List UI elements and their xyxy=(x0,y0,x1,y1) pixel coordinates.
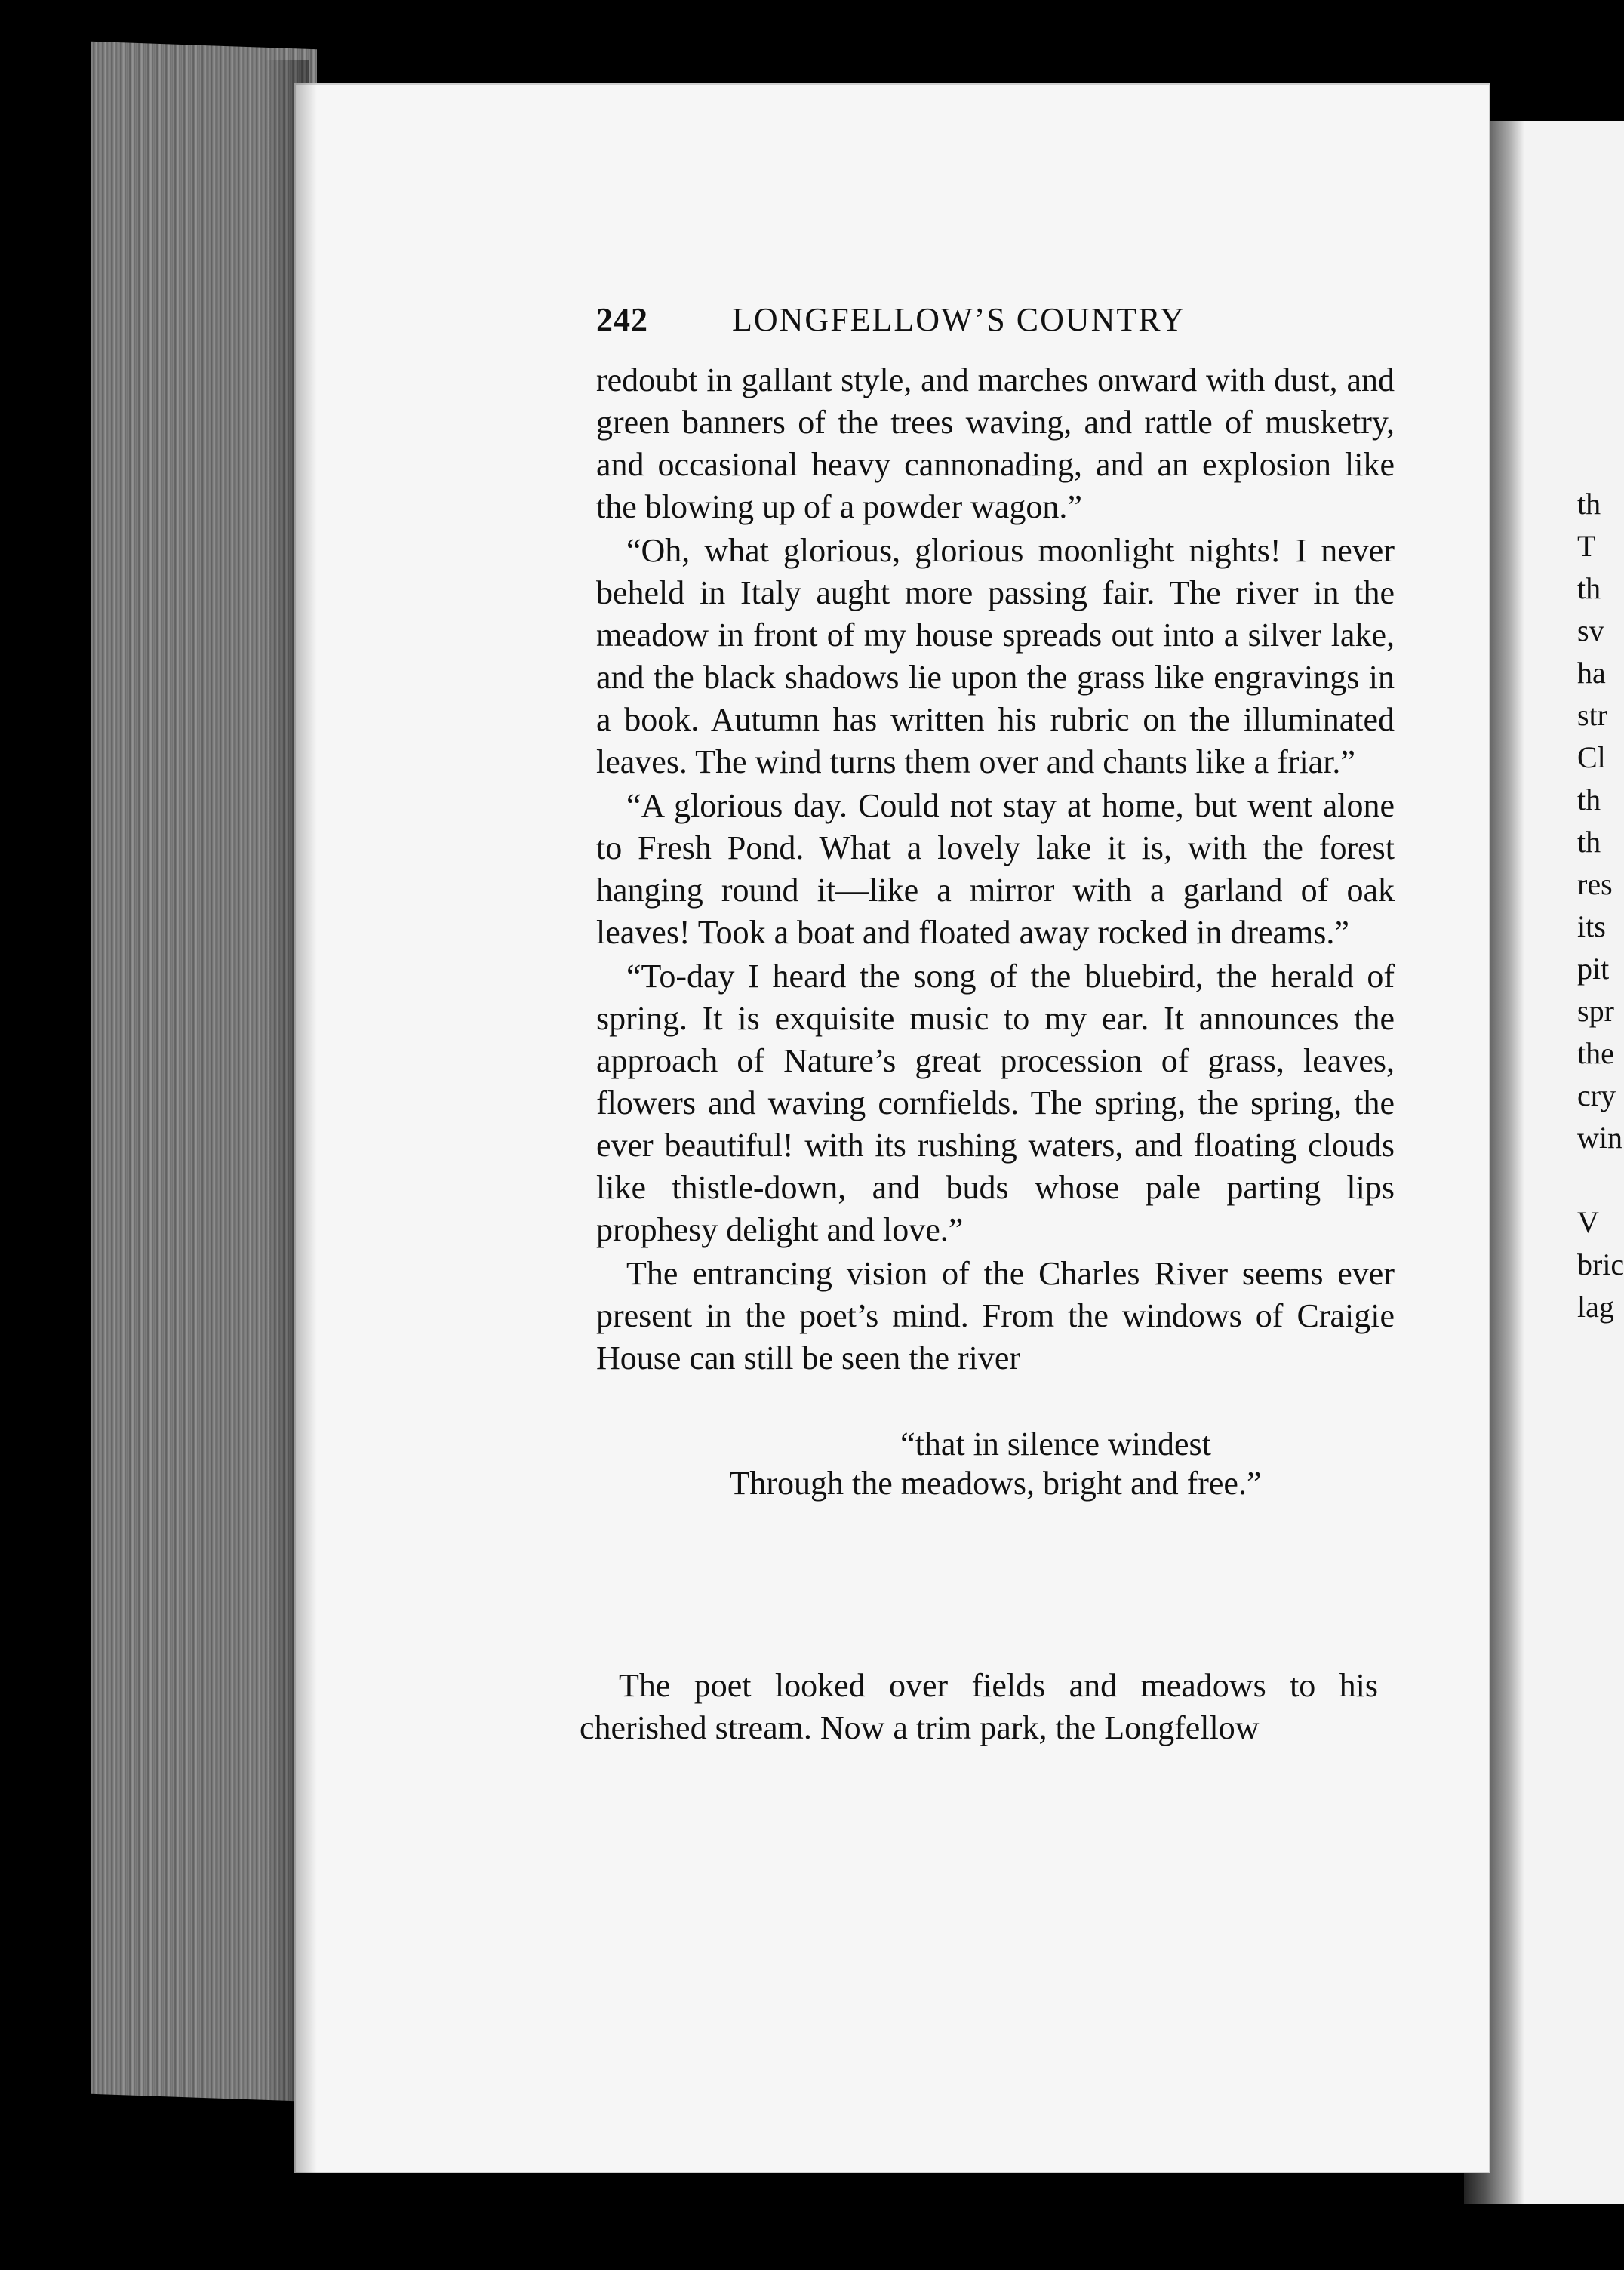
paragraph: The entrancing vision of the Charles River seems ever present in the poet’s mind. From the windows of Craigie House can still be seen the river xyxy=(596,1255,1395,1376)
facing-fragment: th xyxy=(1577,825,1601,859)
facing-fragment: th xyxy=(1577,487,1601,521)
facing-fragment: the xyxy=(1577,1036,1614,1070)
facing-fragment: its xyxy=(1577,909,1606,943)
verse-quotation xyxy=(596,1425,1395,1503)
facing-fragment: win xyxy=(1577,1121,1622,1155)
body-text xyxy=(596,359,1395,1543)
facing-fragment: cry xyxy=(1577,1078,1616,1112)
paragraph: “Oh, what glorious, glorious moonlight nights! I never beheld in Italy aught more passing fair. The river in the meadow in front of my house spreads out into a silver lake, and the black shadows lie upon the grass like engravings in a book. Autumn has written his rubric on the illuminated leaves. The wind turns them over and chants like a friar.” xyxy=(596,532,1395,780)
paragraph: The poet looked over fields and meadows to his cherished stream. Now a trim park, the Longfellow xyxy=(580,1667,1378,1746)
facing-fragment: T xyxy=(1577,529,1596,563)
paragraph: “A glorious day. Could not stay at home, but went alone to Fresh Pond. What a lovely lake it is, with the forest hanging round it—like a mirror with a garland of oak leaves! Took a boat and floated away rocked in dreams.” xyxy=(596,787,1395,951)
facing-fragment: ha xyxy=(1577,656,1606,690)
facing-fragment: res xyxy=(1577,867,1613,901)
facing-fragment: V xyxy=(1577,1205,1599,1239)
facing-fragment: spr xyxy=(1577,994,1614,1028)
page-number: 242 xyxy=(596,301,648,338)
running-head: LONGFELLOW’S COUNTRY xyxy=(732,301,1186,338)
facing-fragment: pit xyxy=(1577,952,1610,986)
page-header xyxy=(596,300,1441,346)
facing-fragment: th xyxy=(1577,571,1601,605)
facing-page-text-fragments xyxy=(1577,483,1624,1328)
facing-fragment xyxy=(1577,1159,1624,1201)
facing-fragment: Cl xyxy=(1577,740,1606,774)
page-binding-shadow xyxy=(294,83,317,2173)
facing-fragment: bric xyxy=(1577,1247,1624,1281)
facing-fragment: sv xyxy=(1577,614,1604,647)
paragraph: redoubt in gallant style, and marches onward with dust, and green banners of the trees waving, and rattle of musketry, and occasional heavy cannonading, and an explosion like the blowing up of a powder wagon.” xyxy=(596,361,1395,525)
paragraph: “To-day I heard the song of the bluebird, the herald of spring. It is exquisite music to my ear. It announces the approach of Nature’s great procession of grass, leaves, flowers and waving cornfields. The spring, the spring, the ever beautiful! with its rushing waters, and floating clouds like thistle-down, and buds whose pale parting lips prophesy delight and love.” xyxy=(596,958,1395,1248)
facing-fragment: lag xyxy=(1577,1290,1614,1324)
verse-line: Through the meadows, bright and free.” xyxy=(729,1465,1262,1502)
facing-fragment: str xyxy=(1577,698,1607,732)
facing-fragment: th xyxy=(1577,783,1601,817)
verse-line: “that in silence windest xyxy=(900,1426,1211,1463)
